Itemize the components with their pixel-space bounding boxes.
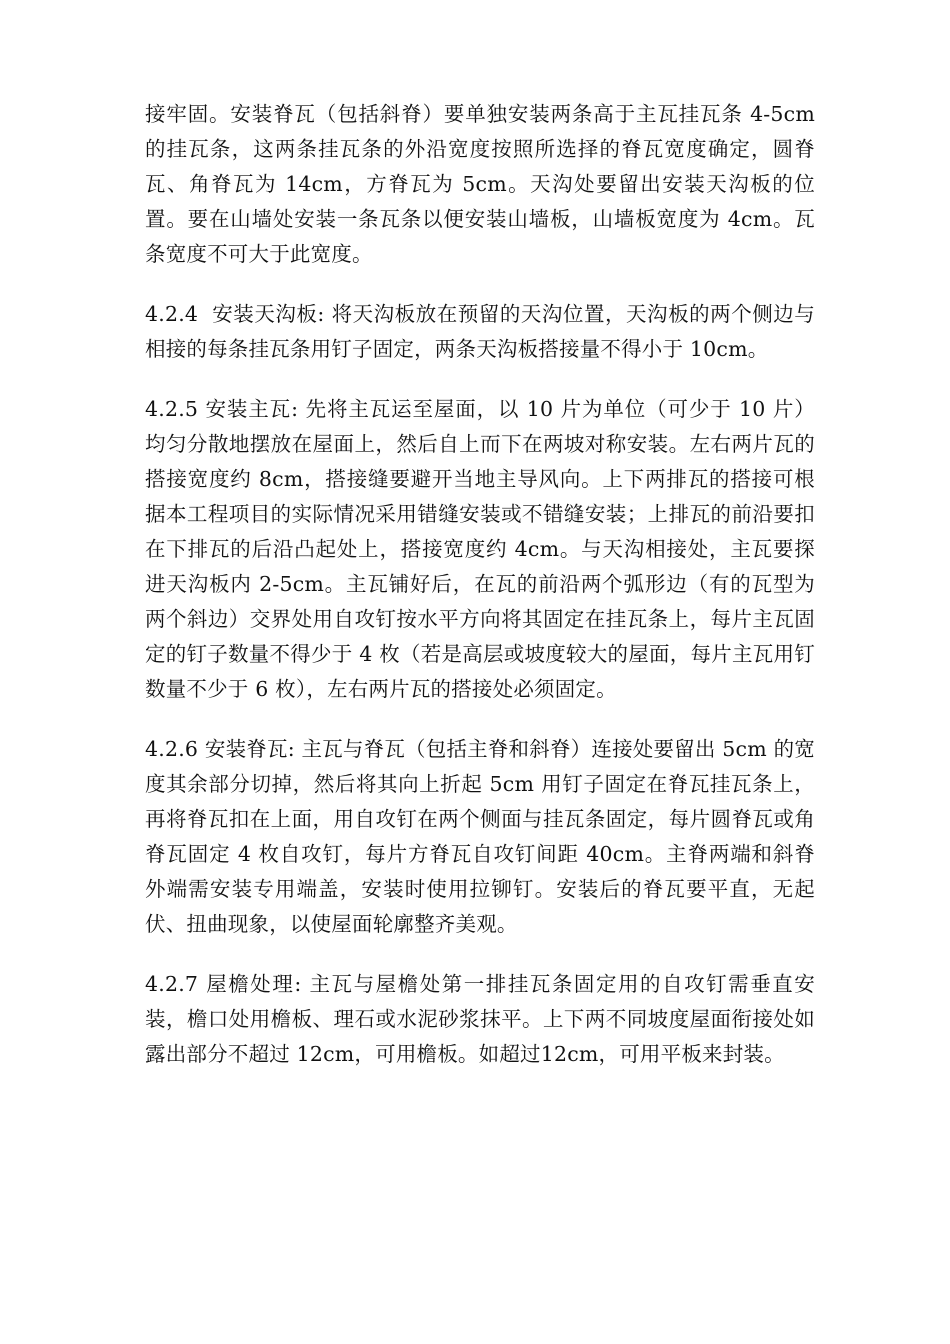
paragraph-text: 先将主瓦运至屋面，以 10 片为单位（可少于 10 片）均匀分散地摆放在屋面上，然后自上而下在两坡对称安装。左右两片瓦的搭接宽度约 8cm，搭接缝要避开当地主导风向。上下两排瓦的搭接可根据本工程项目的实际情况采用错缝安装或不错缝安装；上排瓦的前沿要扣在下排瓦的后沿凸起处上，搭接宽度约 4cm。与天沟相接处，主瓦要探进天沟板内 2-5cm。主瓦铺好后，在瓦的前沿两个弧形边（有的瓦型为两个斜边）交界处用自攻钉按水平方向将其固定在挂瓦条上，每片主瓦固定的钉子数量不得少于 4 枚（若是高层或坡度较大的屋面，每片主瓦用钉数量不少于 6 枚），左右两片瓦的搭接处必须固定。	[145, 397, 815, 701]
paragraph-heading: 4.2.5 安装主瓦:	[145, 397, 306, 421]
paragraph-4-2-6-ridge-tile	[145, 732, 815, 942]
document-body	[145, 97, 815, 1097]
paragraph-heading: 4.2.6 安装脊瓦:	[145, 737, 302, 761]
paragraph-text: 将天沟板放在预留的天沟位置，天沟板的两个侧边与相接的每条挂瓦条用钉子固定，两条天沟板搭接量不得小于 10cm。	[145, 302, 815, 361]
paragraph-4-2-7-eave-treatment	[145, 967, 815, 1072]
paragraph-4-2-5-main-tile	[145, 392, 815, 707]
paragraph-text: 接牢固。安装脊瓦（包括斜脊）要单独安装两条高于主瓦挂瓦条 4-5cm 的挂瓦条，这两条挂瓦条的外沿宽度按照所选择的脊瓦宽度确定，圆脊瓦、角脊瓦为 14cm，方脊瓦为 5cm。天沟处要留出安装天沟板的位置。要在山墙处安装一条瓦条以便安装山墙板，山墙板宽度为 4cm。瓦条宽度不可大于此宽度。	[145, 102, 815, 266]
paragraph-4-2-4-gutter-board	[145, 297, 815, 367]
paragraph-text: 主瓦与脊瓦（包括主脊和斜脊）连接处要留出 5cm 的宽度其余部分切掉，然后将其向上折起 5cm 用钉子固定在脊瓦挂瓦条上，再将脊瓦扣在上面，用自攻钉在两个侧面与挂瓦条固定，每片圆脊瓦或角脊瓦固定 4 枚自攻钉，每片方脊瓦自攻钉间距 40cm。主脊两端和斜脊外端需安装专用端盖，安装时使用拉铆钉。安装后的脊瓦要平直，无起伏、扭曲现象，以使屋面轮廓整齐美观。	[145, 737, 815, 936]
paragraph-heading: 4.2.4 安装天沟板:	[145, 302, 332, 326]
paragraph-tile-batten-continued	[145, 97, 815, 272]
paragraph-heading: 4.2.7 屋檐处理:	[145, 972, 310, 996]
paragraph-text: 主瓦与屋檐处第一排挂瓦条固定用的自攻钉需垂直安装，檐口处用檐板、理石或水泥砂浆抹平。上下两不同坡度屋面衔接处如露出部分不超过 12cm，可用檐板。如超过12cm，可用平板来封装。	[145, 972, 815, 1066]
